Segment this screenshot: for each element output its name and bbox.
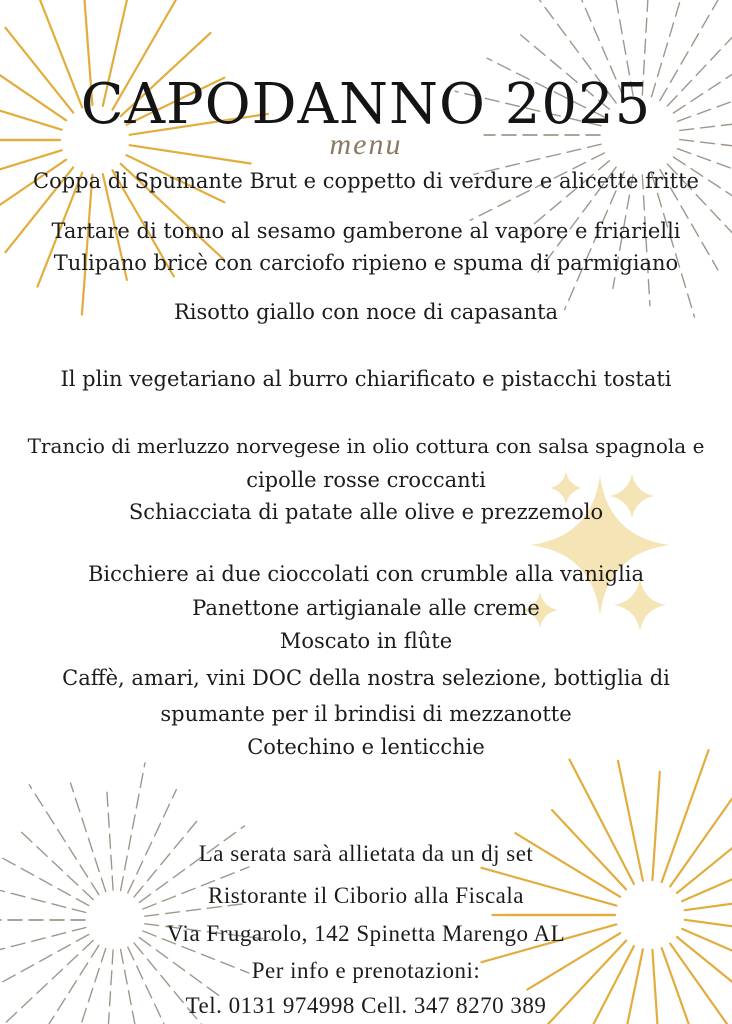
contact-numbers: Tel. 0131 974998 Cell. 347 8270 389	[185, 993, 547, 1018]
menu-item-primo-1: Risotto giallo con noce di capasanta	[173, 300, 559, 324]
restaurant-address: Via Frugarolo, 142 Spinetta Marengo AL	[166, 921, 566, 946]
menu-subtitle: menu	[329, 128, 403, 161]
menu-item-primo-2: Il plin vegetariano al burro chiarificato e pistacchi tostati	[60, 367, 672, 391]
menu-item-extra-3: Cotechino e lenticchie	[247, 735, 485, 759]
menu-item-contorno: Schiacciata di patate alle olive e prezzemolo	[128, 500, 604, 524]
menu-item-dolce-2: Panettone artigianale alle creme	[192, 596, 540, 620]
menu-item-extra-line-2: spumante per il brindisi di mezzanotte	[160, 702, 572, 726]
menu-item-secondo-line-1: Trancio di merluzzo norvegese in olio cottura con salsa spagnola e	[27, 434, 705, 458]
page-title: CAPODANNO 2025	[80, 72, 652, 137]
menu-item-antipasto-1: Tartare di tonno al sesamo gamberone al vapore e friarielli	[51, 219, 681, 243]
menu-item-extra-line-1: Caffè, amari, vini DOC della nostra selezione, bottiglia di	[62, 666, 670, 690]
info-label: Per info e prenotazioni:	[251, 958, 481, 983]
entertainment-note: La serata sarà allietata da un dj set	[198, 841, 534, 866]
menu-item-dolce-3: Moscato in flûte	[279, 629, 453, 653]
restaurant-name: Ristorante il Ciborio alla Fiscala	[208, 883, 524, 908]
menu-item-dolce-1: Bicchiere ai due cioccolati con crumble alla vaniglia	[87, 562, 645, 586]
menu-item-secondo-line-2: cipolle rosse croccanti	[246, 468, 486, 492]
menu-item-antipasto-2: Tulipano bricè con carciofo ripieno e spuma di parmigiano	[53, 251, 679, 275]
menu-item-aperitivo: Coppa di Spumante Brut e coppetto di verdure e alicette fritte	[33, 169, 699, 193]
